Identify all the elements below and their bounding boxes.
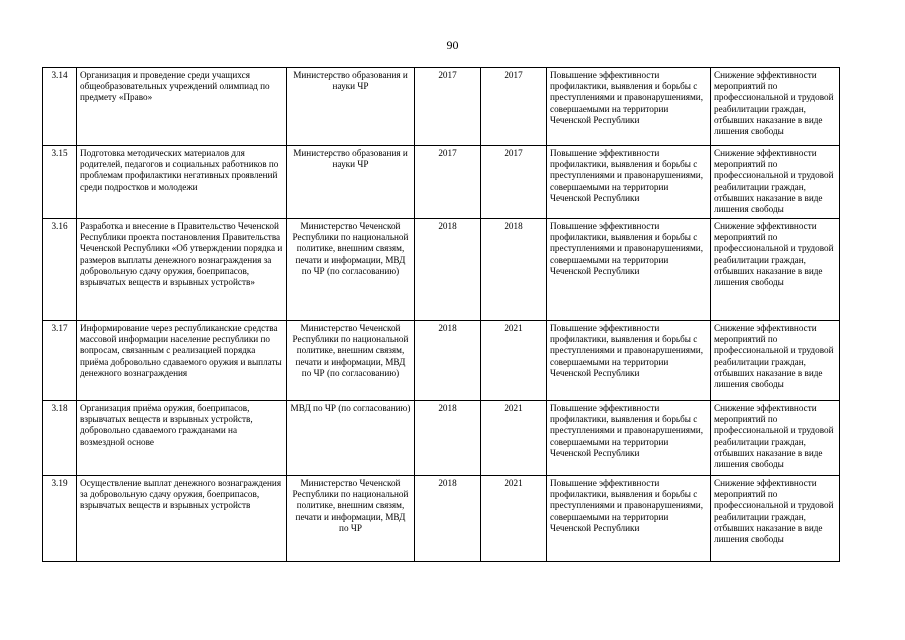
goal-cell: Повышение эффективности профилактики, выявления и борьбы с преступлениями и правонарушениями, совершаемыми на территории Чеченской Республики [547,476,711,562]
measure-cell: Организация приёма оружия, боеприпасов, взрывчатых веществ и взрывных устройств, добровольно сдаваемого гражданами на возмездной основе [77,401,287,476]
agency-cell: Министерство образования и науки ЧР [287,146,415,219]
end-year-cell: 2017 [481,146,547,219]
row-number: 3.17 [43,321,77,401]
measure-cell: Осуществление выплат денежного вознаграждения за добровольную сдачу оружия, боеприпасов, взрывчатых веществ и взрывных устройств [77,476,287,562]
agency-cell: Министерство Чеченской Республики по национальной политике, внешним связям, печати и информации, МВД по ЧР (по согласованию) [287,219,415,321]
consequence-cell: Снижение эффективности мероприятий по профессиональной и трудовой реабилитации граждан, отбывших наказание в виде лишения свободы [711,68,840,146]
start-year-cell: 2018 [415,476,481,562]
end-year-cell: 2021 [481,476,547,562]
row-number: 3.16 [43,219,77,321]
goal-cell: Повышение эффективности профилактики, выявления и борьбы с преступлениями и правонарушениями, совершаемыми на территории Чеченской Республики [547,146,711,219]
goal-cell: Повышение эффективности профилактики, выявления и борьбы с преступлениями и правонарушениями, совершаемыми на территории Чеченской Республики [547,321,711,401]
consequence-cell: Снижение эффективности мероприятий по профессиональной и трудовой реабилитации граждан, отбывших наказание в виде лишения свободы [711,401,840,476]
end-year-cell: 2018 [481,219,547,321]
measure-cell: Организация и проведение среди учащихся общеобразовательных учреждений олимпиад по предмету «Право» [77,68,287,146]
table-row [43,146,840,219]
row-number: 3.18 [43,401,77,476]
start-year-cell: 2017 [415,68,481,146]
row-number: 3.15 [43,146,77,219]
table-row [43,321,840,401]
table-row [43,476,840,562]
measure-cell: Разработка и внесение в Правительство Чеченской Республики проекта постановления Правительства Чеченской Республики «Об утверждении порядка и размеров выплаты денежного вознаграждения за добровольную сдачу оружия, боеприпасов, взрывчатых веществ и взрывных устройств» [77,219,287,321]
consequence-cell: Снижение эффективности мероприятий по профессиональной и трудовой реабилитации граждан, отбывших наказание в виде лишения свободы [711,219,840,321]
start-year-cell: 2018 [415,321,481,401]
table-row [43,401,840,476]
agency-cell: МВД по ЧР (по согласованию) [287,401,415,476]
row-number: 3.19 [43,476,77,562]
end-year-cell: 2021 [481,321,547,401]
measure-cell: Информирование через республиканские средства массовой информации население республики по вопросам, связанным с реализацией порядка приёма добровольно сдаваемого оружия и выплаты денежного вознаграждения [77,321,287,401]
start-year-cell: 2018 [415,401,481,476]
table-row [43,219,840,321]
consequence-cell: Снижение эффективности мероприятий по профессиональной и трудовой реабилитации граждан, отбывших наказание в виде лишения свободы [711,476,840,562]
row-number: 3.14 [43,68,77,146]
goal-cell: Повышение эффективности профилактики, выявления и борьбы с преступлениями и правонарушениями, совершаемыми на территории Чеченской Республики [547,68,711,146]
page-number: 90 [446,38,459,52]
end-year-cell: 2021 [481,401,547,476]
agency-cell: Министерство Чеченской Республики по национальной политике, внешним связям, печати и информации, МВД по ЧР [287,476,415,562]
agency-cell: Министерство Чеченской Республики по национальной политике, внешним связям, печати и информации, МВД по ЧР (по согласованию) [287,321,415,401]
agency-cell: Министерство образования и науки ЧР [287,68,415,146]
goal-cell: Повышение эффективности профилактики, выявления и борьбы с преступлениями и правонарушениями, совершаемыми на территории Чеченской Республики [547,219,711,321]
goal-cell: Повышение эффективности профилактики, выявления и борьбы с преступлениями и правонарушениями, совершаемыми на территории Чеченской Республики [547,401,711,476]
program-measures-table [42,67,840,562]
table-row [43,68,840,146]
consequence-cell: Снижение эффективности мероприятий по профессиональной и трудовой реабилитации граждан, отбывших наказание в виде лишения свободы [711,321,840,401]
start-year-cell: 2018 [415,219,481,321]
measure-cell: Подготовка методических материалов для родителей, педагогов и социальных работников по проблемам профилактики негативных проявлений среди подростков и молодежи [77,146,287,219]
consequence-cell: Снижение эффективности мероприятий по профессиональной и трудовой реабилитации граждан, отбывших наказание в виде лишения свободы [711,146,840,219]
start-year-cell: 2017 [415,146,481,219]
end-year-cell: 2017 [481,68,547,146]
